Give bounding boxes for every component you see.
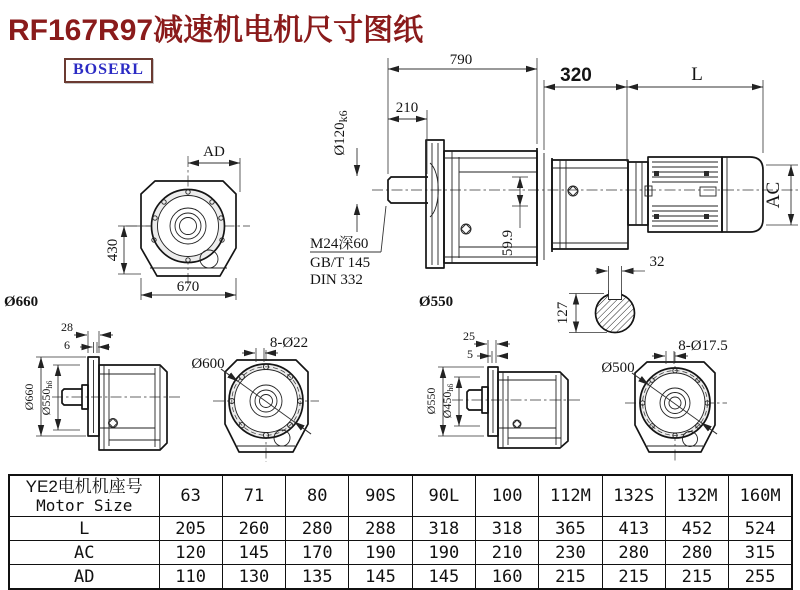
- drain-plug-icon: [109, 419, 118, 428]
- drain-plug-icon: [461, 224, 471, 234]
- flange-550-label: Ø550: [418, 294, 454, 310]
- table-cell: 255: [729, 565, 792, 590]
- page-title: RF167R97减速机电机尺寸图纸: [8, 14, 424, 47]
- row-label: AD: [9, 565, 159, 590]
- dim-AC-label: AC: [763, 181, 784, 209]
- flange-550-spigot-label: Ø450h6: [440, 383, 455, 419]
- dim-790-label: 790: [449, 52, 473, 68]
- table-cell: 318: [412, 517, 475, 541]
- vent-plug-icon: [568, 186, 578, 196]
- table-cell: 413: [602, 517, 665, 541]
- motor-size-table-wrap: [8, 474, 793, 590]
- size-col-header: 71: [222, 475, 285, 517]
- dim-5-label: 5: [467, 347, 473, 361]
- flange-660-side-view: [4, 294, 180, 450]
- table-cell: 318: [475, 517, 538, 541]
- table-cell: 160: [475, 565, 538, 590]
- table-cell: 280: [665, 541, 728, 565]
- table-cell: 210: [475, 541, 538, 565]
- size-col-header: 90S: [349, 475, 412, 517]
- tap-label: M24深60: [310, 236, 369, 252]
- size-col-header: 90L: [412, 475, 475, 517]
- motor-size-header: YE2电机机座号 Motor Size: [9, 475, 159, 517]
- size-col-header: 100: [475, 475, 538, 517]
- table-cell: 145: [412, 565, 475, 590]
- table-cell: 215: [602, 565, 665, 590]
- dim-32-label: 32: [649, 254, 665, 270]
- table-cell: 110: [159, 565, 222, 590]
- dim-599-label: 59.9: [500, 229, 516, 257]
- row-label: L: [9, 517, 159, 541]
- table-cell: 280: [602, 541, 665, 565]
- dim-430-label: 430: [105, 238, 121, 262]
- table-cell: 288: [349, 517, 412, 541]
- table-row: [9, 565, 792, 590]
- flange-660-od-label: Ø660: [22, 383, 36, 411]
- assembly-side-view: [310, 52, 798, 288]
- table-cell: 145: [349, 565, 412, 590]
- flange-550-od-label: Ø550: [424, 387, 438, 415]
- table-cell: 260: [222, 517, 285, 541]
- shaft-key-section: [555, 254, 665, 333]
- flange-660-label: Ø660: [4, 294, 39, 310]
- gearbox-front-view: [105, 144, 250, 300]
- table-cell: 135: [286, 565, 349, 590]
- table-row: [9, 517, 792, 541]
- bcd-600-label: Ø600: [191, 356, 225, 372]
- flange-face-500-view: [601, 338, 727, 462]
- dim-25-label: 25: [463, 329, 475, 343]
- motor-size-table: [8, 474, 793, 590]
- holes-600-label: 8-Ø22: [269, 335, 309, 351]
- drain-plug-icon: [513, 420, 521, 428]
- motor-bolts: [654, 171, 709, 219]
- holes-500-label: 8-Ø17.5: [678, 338, 728, 354]
- table-header-row: [9, 475, 792, 517]
- table-cell: 145: [222, 541, 285, 565]
- dim-6-label: 6: [64, 338, 70, 352]
- table-cell: 452: [665, 517, 728, 541]
- boserl-logo: BOSERL: [64, 58, 153, 83]
- dim-L-label: L: [691, 64, 703, 85]
- table-cell: 215: [539, 565, 602, 590]
- dim-670-label: 670: [176, 279, 200, 295]
- table-cell: 190: [412, 541, 475, 565]
- size-col-header: 132S: [602, 475, 665, 517]
- size-col-header: 160M: [729, 475, 792, 517]
- table-cell: 315: [729, 541, 792, 565]
- dim-28-label: 28: [61, 320, 73, 334]
- size-col-header: 63: [159, 475, 222, 517]
- table-cell: 170: [286, 541, 349, 565]
- table-row: [9, 541, 792, 565]
- flange-660-spigot-label: Ø550h6: [39, 380, 54, 416]
- size-col-header: 112M: [539, 475, 602, 517]
- row-label: AC: [9, 541, 159, 565]
- dim-127-label: 127: [555, 301, 571, 325]
- flange-face-600-view: [191, 335, 319, 462]
- size-col-header: 132M: [665, 475, 728, 517]
- shaft-dia-label: $Ø120_{k6}$: [332, 110, 350, 156]
- table-cell: 524: [729, 517, 792, 541]
- table-cell: 120: [159, 541, 222, 565]
- dim-ad-label: AD: [203, 144, 225, 160]
- table-cell: 230: [539, 541, 602, 565]
- bcd-500-label: Ø500: [601, 360, 635, 376]
- dim-320-label: 320: [560, 65, 592, 86]
- dim-210-label: 210: [395, 100, 419, 116]
- table-cell: 130: [222, 565, 285, 590]
- table-cell: 190: [349, 541, 412, 565]
- din-standard-label: DIN 332: [310, 272, 363, 288]
- table-cell: 365: [539, 517, 602, 541]
- table-cell: 205: [159, 517, 222, 541]
- table-cell: 215: [665, 565, 728, 590]
- table-cell: 280: [286, 517, 349, 541]
- gb-standard-label: GB/T 145: [310, 255, 371, 271]
- size-col-header: 80: [286, 475, 349, 517]
